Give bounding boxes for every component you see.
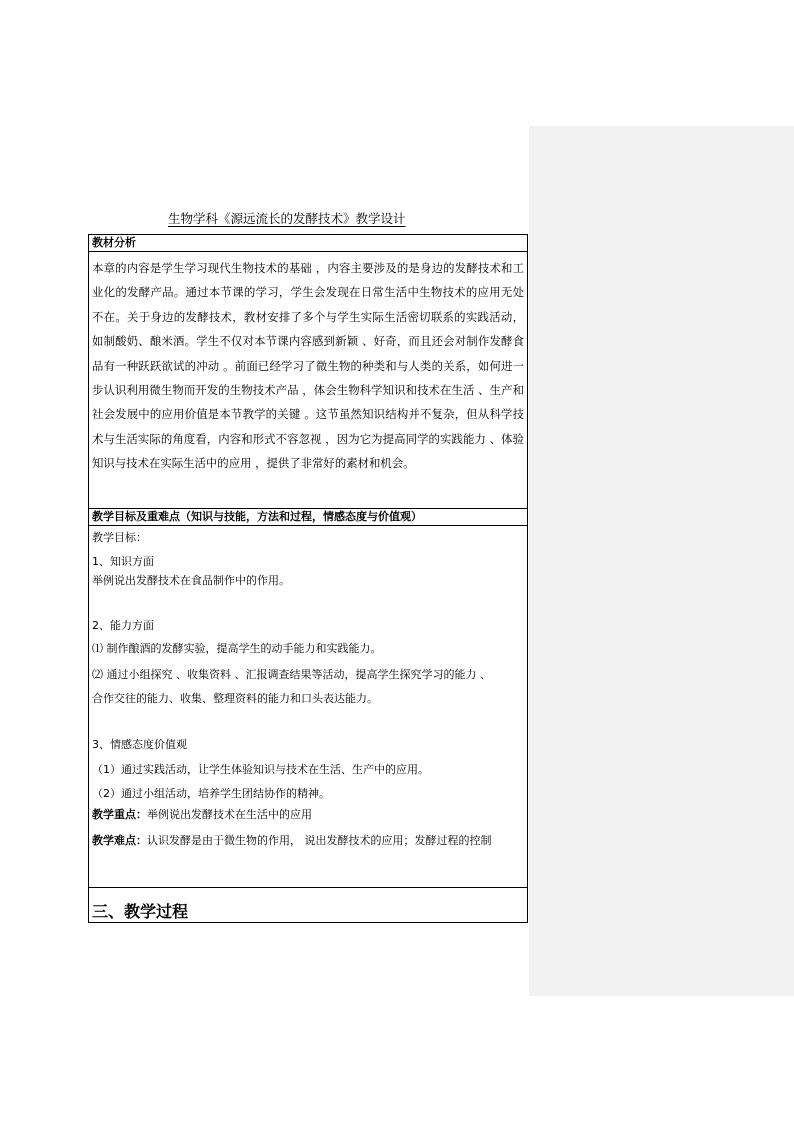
teaching-process-header: 三、教学过程 bbox=[92, 902, 189, 921]
objectives-cell bbox=[89, 526, 527, 888]
textbook-analysis-header: 教材分析 bbox=[89, 235, 527, 252]
teaching-key-point bbox=[92, 808, 524, 822]
emotion-item-1: （1）通过实践活动，让学生体验知识与技术在生活、生产中的应用。 bbox=[92, 763, 429, 776]
emotion-heading: 3、情感态度价值观 bbox=[92, 738, 187, 751]
lesson-plan-table bbox=[88, 234, 528, 923]
objectives-header: 教学目标及重难点（知识与技能，方法和过程，情感态度与价值观） bbox=[89, 509, 527, 526]
teaching-process-cell bbox=[89, 888, 527, 922]
textbook-analysis-text: 本章的内容是学生学习现代生物技术的基础 ，内容主要涉及的是身边的发酵技术和工业化的发酵产品。通过本节课的学习，学生会发现在日常生活中生物技术的应用无处不在。关于身边的发酵技术，教材安排了多个与学生实际生活密切联系的实践活动，如制酸奶、酿米酒。学生不仅对本节课内容感到新颖 、好奇，而且还会对制作发酵食品有一种跃跃欲试的冲动 。前面已经学习了微生物的种类和与人类的关系，如何进一步认识利用微生物而开发的生物技术产品 ，体会生物科学知识和技术在生活 、生产和社会发展中的应用价值是本节教学的关键 。这节虽然知识结构并不复杂，但从科学技术与生活实际的角度看，内容和形式不容忽视 ，因为它为提高同学的实践能力 、体验知识与技术在实际生活中的应用 ，提供了非常好的素材和机会。 bbox=[89, 252, 527, 509]
difficulty-label: 教学难点： bbox=[92, 834, 147, 847]
key-label: 教学重点： bbox=[92, 808, 147, 821]
key-text: 举例说出发酵技术在生活中的应用 bbox=[147, 808, 312, 821]
difficulty-text: 认识发酵是由于微生物的作用， 说出发酵技术的应用；发酵过程的控制 bbox=[147, 834, 492, 847]
knowledge-item: 举例说出发酵技术在食品制作中的作用。 bbox=[92, 574, 290, 587]
emotion-item-2: （2）通过小组活动，培养学生团结协作的精神。 bbox=[92, 787, 330, 800]
teaching-difficulty bbox=[92, 833, 524, 849]
document-title: 生物学科《源远流长的发酵技术》教学设计 bbox=[168, 211, 406, 226]
comment-pane bbox=[529, 126, 794, 996]
ability-item-1: ⑴ 制作酿酒的发酵实验，提高学生的动手能力和实践能力。 bbox=[92, 642, 382, 655]
ability-item-2-continued: 合作交往的能力、收集、整理资料的能力和口头表达能力。 bbox=[92, 692, 378, 705]
ability-item-2: ⑵ 通过小组探究 、收集资料 、汇报调查结果等活动，提高学生探究学习的能力 、 bbox=[92, 668, 491, 681]
knowledge-heading: 1、知识方面 bbox=[92, 555, 154, 568]
objectives-label: 教学目标： bbox=[92, 531, 147, 544]
ability-heading: 2、能力方面 bbox=[92, 619, 154, 632]
